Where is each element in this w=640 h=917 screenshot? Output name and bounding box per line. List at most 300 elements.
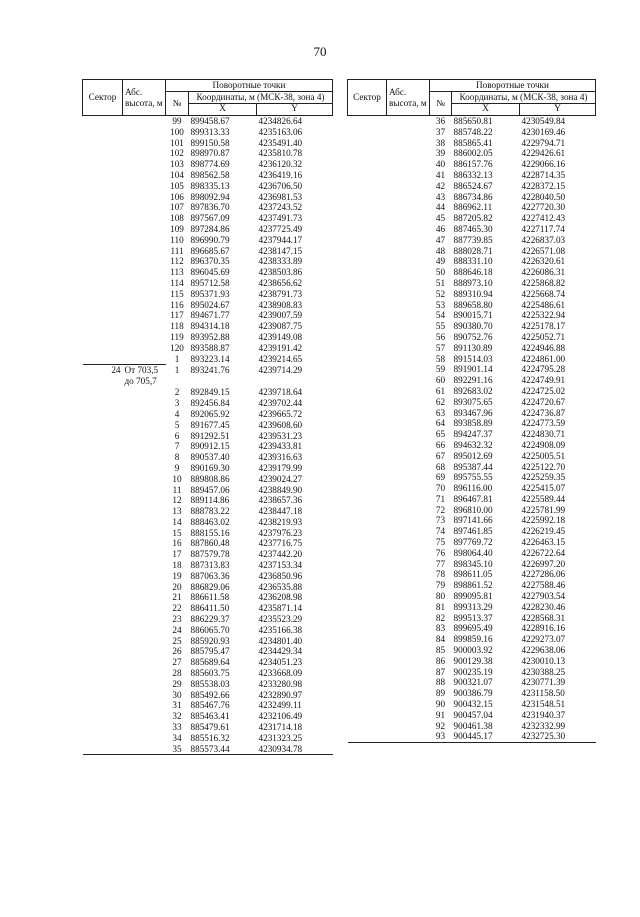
altitude-cell [387, 386, 430, 397]
sector-cell [83, 246, 123, 257]
altitude-cell [387, 375, 430, 386]
table-row [348, 472, 596, 483]
table-row [83, 159, 333, 170]
point-number: 52 [435, 288, 446, 299]
altitude-cell [123, 398, 166, 409]
coord-x: 893075.65 [453, 396, 493, 407]
coord-x: 886411.50 [190, 603, 230, 614]
coord-x: 900386.79 [453, 688, 493, 699]
point-number: 70 [435, 483, 446, 494]
table-row [348, 310, 596, 321]
coord-y: 4239702.44 [258, 398, 303, 409]
header-coordinates: Координаты, м (МСК-38, зона 4) [452, 92, 596, 104]
sector-cell [348, 483, 387, 494]
altitude-cell [123, 517, 166, 528]
point-number: 24 [172, 624, 182, 635]
point-number: 119 [170, 331, 184, 342]
sector-cell [83, 202, 123, 213]
table-row [348, 591, 596, 602]
point-number: 108 [170, 213, 184, 224]
point-number: 100 [170, 126, 184, 137]
table-row [83, 387, 333, 398]
point-number: 89 [435, 688, 446, 699]
coord-x: 888973.10 [453, 277, 493, 288]
point-number: 112 [170, 256, 184, 267]
coord-x: 896990.79 [190, 234, 230, 245]
sector-cell [83, 592, 123, 603]
sector-cell [348, 526, 387, 537]
point-number: 20 [172, 581, 182, 592]
altitude-cell [123, 722, 166, 733]
table-row [348, 710, 596, 721]
altitude-cell [123, 321, 166, 332]
coord-x: 892456.84 [190, 398, 230, 409]
coord-x: 896685.67 [190, 245, 230, 256]
point-number: 114 [170, 277, 184, 288]
altitude-cell [387, 613, 430, 624]
coord-y: 4237725.49 [258, 223, 303, 234]
table-row [83, 495, 333, 506]
point-number: 54 [435, 310, 446, 321]
point-number: 26 [172, 646, 182, 657]
point-number: 51 [435, 277, 446, 288]
coord-y: 4235163.06 [258, 126, 303, 137]
coord-y: 4237976.23 [258, 527, 303, 538]
coord-x: 897141.66 [453, 515, 493, 526]
sector-cell [348, 451, 387, 462]
coord-x: 886524.67 [453, 180, 493, 191]
coord-x: 892849.15 [190, 387, 230, 398]
coord-y: 4226086.31 [521, 267, 566, 278]
altitude-cell [123, 420, 166, 431]
coord-y: 4228916.16 [521, 623, 566, 634]
table-row [348, 202, 596, 213]
altitude-cell [387, 515, 430, 526]
sector-cell [83, 213, 123, 224]
sector-cell [83, 636, 123, 647]
altitude-cell [123, 646, 166, 657]
point-number: 81 [435, 601, 446, 612]
sector-cell [83, 711, 123, 722]
altitude-cell [387, 159, 430, 170]
coord-y: 4229066.16 [521, 159, 566, 170]
sector-cell [348, 278, 387, 289]
coord-y: 4239718.64 [258, 387, 303, 398]
altitude-cell [387, 256, 430, 267]
altitude-cell [123, 431, 166, 442]
table-row [83, 202, 333, 213]
table-row [83, 700, 333, 711]
point-number: 115 [170, 288, 184, 299]
coord-x: 886962.11 [453, 202, 493, 213]
sector-cell [348, 181, 387, 192]
table-row [348, 289, 596, 300]
coord-y: 4236706.50 [258, 180, 303, 191]
coord-x: 892683.02 [453, 385, 493, 396]
table-row [348, 170, 596, 181]
table-row [348, 408, 596, 419]
sector-cell [348, 148, 387, 159]
header-altitude: Абс. высота, м [123, 80, 166, 116]
sector-cell [348, 580, 387, 591]
table-row [83, 310, 333, 321]
sector-cell [348, 256, 387, 267]
table-row [348, 537, 596, 548]
sector-cell [348, 634, 387, 645]
table-row [83, 528, 333, 539]
coord-x: 886002.05 [453, 148, 493, 159]
table-row [83, 452, 333, 463]
point-number: 120 [170, 342, 184, 353]
coord-y: 4238447.18 [258, 506, 303, 517]
sector-cell [83, 582, 123, 593]
point-number: 43 [435, 191, 446, 202]
sector-cell [348, 515, 387, 526]
sector-cell [348, 462, 387, 473]
point-number: 21 [172, 592, 182, 603]
table-row [348, 375, 596, 386]
altitude-cell [123, 441, 166, 452]
coord-y: 4233280.98 [258, 678, 303, 689]
coord-x: 885920.93 [190, 635, 230, 646]
coord-y: 4239608.60 [258, 419, 303, 430]
sector-cell [83, 431, 123, 442]
point-number: 14 [172, 516, 182, 527]
coord-x: 900235.19 [453, 666, 493, 677]
altitude-cell: От 703,5 до 705,7 [123, 365, 166, 388]
sector-cell [83, 159, 123, 170]
table-row [83, 668, 333, 679]
sector-cell [83, 485, 123, 496]
altitude-cell [387, 526, 430, 537]
table-row [83, 332, 333, 343]
coord-x: 900461.38 [453, 720, 493, 731]
table-row [83, 625, 333, 636]
altitude-cell [123, 614, 166, 625]
altitude-cell [387, 580, 430, 591]
point-number: 1 [174, 364, 180, 375]
coordinates-table-left [82, 79, 333, 755]
coord-x: 885865.41 [453, 137, 493, 148]
table-row [348, 278, 596, 289]
coord-y: 4235871.14 [258, 603, 303, 614]
altitude-cell [387, 138, 430, 149]
altitude-cell [123, 560, 166, 571]
table-row [83, 289, 333, 300]
sector-cell [83, 722, 123, 733]
altitude-cell [387, 170, 430, 181]
point-number: 82 [435, 612, 446, 623]
header-number: № [166, 92, 189, 116]
coord-y: 4239665.72 [258, 408, 303, 419]
coord-y: 4231714.18 [258, 722, 303, 733]
sector-cell [83, 495, 123, 506]
table-row [348, 354, 596, 365]
table-row [348, 159, 596, 170]
point-number: 107 [170, 202, 184, 213]
altitude-cell [387, 451, 430, 462]
coord-y: 4230934.78 [257, 744, 333, 755]
table-row [348, 418, 596, 429]
sector-cell [348, 202, 387, 213]
sector-cell [348, 310, 387, 321]
sector-cell [348, 699, 387, 710]
table-row [83, 246, 333, 257]
sector-cell [348, 246, 387, 257]
table-row [83, 224, 333, 235]
point-number: 110 [170, 234, 184, 245]
altitude-cell [387, 278, 430, 289]
coord-x: 900432.15 [453, 699, 493, 710]
point-number: 11 [172, 484, 182, 495]
table-row [348, 613, 596, 624]
table-row [348, 548, 596, 559]
point-number: 62 [435, 396, 446, 407]
header-y: Y [257, 104, 333, 116]
table-row [83, 603, 333, 614]
coord-y: 4225415.07 [521, 483, 566, 494]
altitude-cell [123, 343, 166, 354]
sector-cell [83, 321, 123, 332]
point-number: 9 [174, 462, 180, 473]
table-row [83, 733, 333, 744]
altitude-cell [123, 202, 166, 213]
altitude-cell [387, 127, 430, 138]
coord-y: 4224908.09 [521, 439, 566, 450]
coord-y: 4228230.46 [521, 601, 566, 612]
coord-y: 4226722.64 [521, 547, 566, 558]
sector-cell [348, 710, 387, 721]
coord-x: 895387.44 [453, 461, 493, 472]
coord-y: 4235166.38 [258, 624, 303, 635]
point-number: 1 [174, 353, 180, 364]
point-number: 116 [170, 299, 184, 310]
altitude-cell [387, 300, 430, 311]
sector-cell [348, 138, 387, 149]
coord-x: 891130.89 [453, 342, 493, 353]
coord-y: 4228568.31 [521, 612, 566, 623]
table-row [348, 602, 596, 613]
sector-cell [83, 343, 123, 354]
coord-x: 893467.96 [453, 407, 493, 418]
point-number: 49 [435, 256, 446, 267]
altitude-cell [387, 148, 430, 159]
coord-y: 4239024.27 [258, 473, 303, 484]
coord-x: 898064.40 [453, 547, 493, 558]
coord-x: 898611.05 [453, 569, 493, 580]
table-row [83, 148, 333, 159]
point-number: 105 [170, 180, 184, 191]
coord-x: 888155.16 [190, 527, 230, 538]
coord-y: 4239433.81 [258, 441, 303, 452]
sector-cell [83, 387, 123, 398]
sector-cell: 24 [83, 365, 123, 388]
table-row [83, 485, 333, 496]
coord-x: 886734.86 [453, 191, 493, 202]
altitude-cell [387, 202, 430, 213]
table-row [348, 246, 596, 257]
table-row [348, 321, 596, 332]
altitude-cell [387, 667, 430, 678]
coord-x: 893223.14 [190, 353, 230, 364]
coord-y: 4235523.29 [258, 614, 303, 625]
coord-x: 896810.00 [453, 504, 493, 515]
coord-y: 4230771.39 [521, 677, 566, 688]
altitude-cell [123, 159, 166, 170]
altitude-cell [387, 505, 430, 516]
altitude-cell [387, 343, 430, 354]
coord-x: 892065.92 [190, 408, 230, 419]
point-number: 74 [435, 526, 446, 537]
sector-cell [83, 668, 123, 679]
altitude-cell [123, 592, 166, 603]
coord-x: 900321.07 [453, 677, 493, 688]
altitude-cell [123, 690, 166, 701]
coord-y: 4224861.00 [521, 353, 566, 364]
coord-y: 4234051.23 [258, 657, 303, 668]
table-row [83, 549, 333, 560]
table-row [83, 431, 333, 442]
sector-cell [348, 116, 387, 127]
sector-cell [83, 354, 123, 365]
coord-x: 885689.64 [190, 657, 230, 668]
coord-y: 4236981.53 [258, 191, 303, 202]
coord-x: 891677.45 [190, 419, 230, 430]
altitude-cell [387, 321, 430, 332]
sector-cell [348, 645, 387, 656]
altitude-cell [387, 267, 430, 278]
sector-cell [83, 267, 123, 278]
altitude-cell [123, 700, 166, 711]
altitude-cell [387, 548, 430, 559]
coord-x: 885748.22 [453, 126, 493, 137]
sector-cell [83, 300, 123, 311]
point-number: 53 [435, 299, 446, 310]
coord-x: 896467.81 [453, 493, 493, 504]
point-number: 60 [435, 375, 446, 386]
point-number: 58 [435, 353, 446, 364]
point-number: 2 [174, 387, 180, 398]
table-row [348, 213, 596, 224]
coord-x: 895012.69 [453, 450, 493, 461]
table-row [348, 677, 596, 688]
sector-cell [83, 657, 123, 668]
point-number: 111 [170, 245, 184, 256]
table-row [83, 267, 333, 278]
table-row [348, 451, 596, 462]
altitude-cell [123, 538, 166, 549]
point-number: 22 [172, 603, 182, 614]
sector-cell [348, 591, 387, 602]
coord-y: 4236535.88 [258, 581, 303, 592]
coord-y: 4238147.15 [258, 245, 303, 256]
point-number: 17 [172, 549, 182, 560]
sector-cell [348, 602, 387, 613]
sector-cell [348, 224, 387, 235]
coord-x: 899150.58 [190, 137, 230, 148]
point-number: 40 [435, 159, 446, 170]
coord-x: 899095.81 [453, 591, 493, 602]
coord-x: 898970.87 [190, 148, 230, 159]
coord-x: 893952.88 [190, 331, 230, 342]
coord-y: 4225178.17 [521, 321, 566, 332]
point-number: 64 [435, 418, 446, 429]
sector-cell [83, 560, 123, 571]
coord-y: 4236120.32 [258, 159, 303, 170]
point-number: 73 [435, 515, 446, 526]
altitude-cell [123, 267, 166, 278]
sector-cell [348, 192, 387, 203]
altitude-cell [387, 591, 430, 602]
coord-x: 894632.32 [453, 439, 493, 450]
altitude-cell [123, 463, 166, 474]
coord-y: 4237442.20 [258, 549, 303, 560]
point-number: 75 [435, 537, 446, 548]
coord-x: 900129.38 [453, 655, 493, 666]
point-number: 25 [172, 635, 182, 646]
point-number: 15 [172, 527, 182, 538]
sector-cell [83, 463, 123, 474]
sector-cell [348, 559, 387, 570]
altitude-cell [123, 278, 166, 289]
coord-y: 4227588.46 [521, 580, 566, 591]
sector-cell [348, 375, 387, 386]
sector-cell [348, 440, 387, 451]
coord-y: 4238503.86 [258, 267, 303, 278]
table-row [83, 127, 333, 138]
table-row [348, 397, 596, 408]
point-number: 90 [435, 699, 446, 710]
coord-y: 4239179.99 [258, 462, 303, 473]
table-row [83, 690, 333, 701]
altitude-cell [387, 418, 430, 429]
header-turning-points: Поворотные точки [166, 80, 333, 92]
altitude-cell [123, 495, 166, 506]
point-number: 117 [170, 310, 184, 321]
sector-cell [348, 408, 387, 419]
sector-cell [83, 452, 123, 463]
coord-x: 890380.70 [453, 321, 493, 332]
altitude-cell [387, 116, 430, 127]
coord-x: 895371.93 [190, 288, 230, 299]
point-number: 118 [170, 321, 184, 332]
coord-x: 890537.40 [190, 452, 230, 463]
header-y: Y [520, 104, 596, 116]
altitude-cell [123, 744, 166, 755]
altitude-cell [123, 235, 166, 246]
coord-x: 895024.67 [190, 299, 230, 310]
sector-cell [83, 625, 123, 636]
altitude-cell [123, 213, 166, 224]
coord-x: 886157.76 [453, 159, 493, 170]
table-row [83, 235, 333, 246]
header-sector: Сектор [83, 80, 123, 116]
sector-cell [348, 548, 387, 559]
coord-y: 4239214.65 [258, 353, 303, 364]
coord-y: 4239007.59 [258, 310, 303, 321]
coord-y: 4225052.71 [521, 331, 566, 342]
sector-cell [348, 688, 387, 699]
coord-y: 4236850.96 [258, 570, 303, 581]
altitude-cell [123, 224, 166, 235]
table-row [83, 517, 333, 528]
header-number: № [430, 92, 452, 116]
altitude-cell [387, 408, 430, 419]
coord-y: 4224795.28 [521, 364, 566, 375]
point-number: 63 [435, 407, 446, 418]
table-row [348, 483, 596, 494]
point-number: 61 [435, 385, 446, 396]
